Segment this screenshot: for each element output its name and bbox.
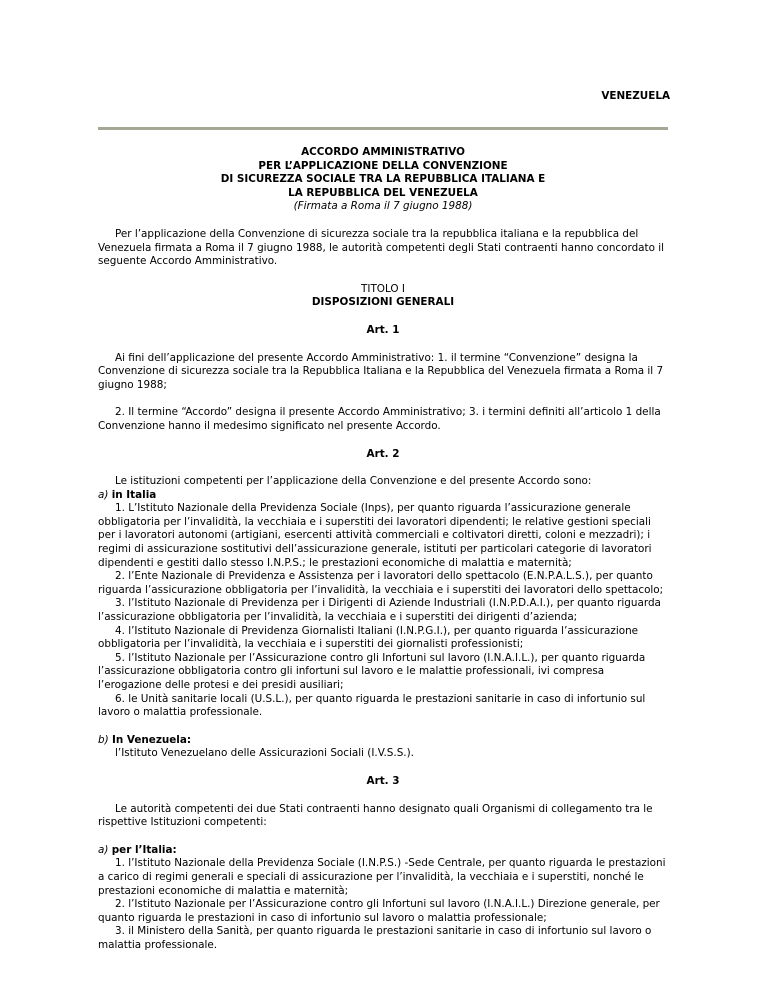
list-item: l’Istituto Venezuelano delle Assicurazioni Sociali (I.V.S.S.). — [115, 747, 414, 760]
subsection-letter: a) — [98, 843, 109, 856]
article-paragraph: Ai fini dell’applicazione del presente Accordo Amministrativo: 1. il termine “Convenzione” designa la Convenzione di sicurezza sociale tra la Repubblica Italiana e la Repubblica del Venezuela firmata a Roma il 7 giugno 1988; — [98, 351, 664, 391]
article-heading: Art. 3 — [366, 774, 400, 787]
article-heading: Art. 2 — [366, 447, 400, 460]
header-divider — [98, 127, 668, 130]
list-item: 1. l’Istituto Nazionale della Previdenza Sociale (I.N.P.S.) -Sede Centrale, per quanto riguarda le prestazioni a carico di regimi generali e speciali di assicurazione per l’invalidità, la vecchiaia e i superstiti, nonché le prestazioni economiche di malattia e maternità; — [98, 857, 666, 897]
subsection-label: in Italia — [111, 488, 157, 501]
list-item: 1. L’Istituto Nazionale della Previdenza Sociale (Inps), per quanto riguarda l’assicurazione generale obbligatoria per l’invalidità, la vecchiaia e i superstiti dei lavoratori dipendenti; le relative gestioni speciali per i lavoratori autonomi (artigiani, esercenti attività commerciali e coltivatori diretti, coloni e mezzadri); i regimi di assicurazione sostitutivi dell’assicurazione generale, istituti per particolari categorie di lavoratori dipendenti e gestiti dallo stesso I.N.P.S.; le prestazioni economiche di malattia e maternità; — [98, 502, 652, 569]
title-line: DI SICUREZZA SOCIALE TRA LA REPUBBLICA ITALIANA E — [220, 173, 546, 186]
section-number: TITOLO I — [361, 282, 405, 295]
title-block — [98, 146, 668, 200]
list-item: 5. l’Istituto Nazionale per l’Assicurazione contro gli Infortuni sul lavoro (I.N.A.I.L.), per quanto riguarda l’assicurazione obbligatoria contro gli infortuni sul lavoro e le malattie professionali, ivi compresa l’erogazione delle protesi e dei presidi ausiliari; — [98, 651, 646, 691]
section-title: DISPOSIZIONI GENERALI — [311, 296, 455, 309]
list-item: 2. l’Istituto Nazionale per l’Assicurazione contro gli Infortuni sul lavoro (I.N.A.I.L.) Direzione generale, per quanto riguarda le prestazioni in caso di infortunio sul lavoro o malattia professionale; — [98, 898, 660, 924]
subsection-heading — [98, 844, 668, 858]
subsection-heading — [98, 734, 668, 748]
list-item: 4. l’Istituto Nazionale di Previdenza Giornalisti Italiani (I.N.P.G.I.), per quanto riguarda l’assicurazione obbligatoria per l’invalidità, la vecchiaia e i superstiti dei giornalisti professionisti; — [98, 624, 639, 651]
article-paragraph: 2. Il termine “Accordo” designa il presente Accordo Amministrativo; 3. i termini definiti all’articolo 1 della Convenzione hanno il medesimo significato nel presente Accordo. — [98, 406, 661, 432]
subsection-heading — [98, 489, 668, 503]
title-line: ACCORDO AMMINISTRATIVO — [301, 146, 465, 158]
preamble-paragraph: Per l’applicazione della Convenzione di sicurezza sociale tra la repubblica italiana e la repubblica del Venezuela firmata a Roma il 7 giugno 1988, le autorità competenti degli Stati contraenti hanno concordato il seguente Accordo Amministrativo. — [98, 227, 665, 268]
country-header: VENEZUELA — [601, 90, 670, 102]
subsection-label: In Venezuela: — [111, 733, 192, 746]
list-item: 2. l’Ente Nazionale di Previdenza e Assistenza per i lavoratori dello spettacolo (E.N.P.A.L.S.), per quanto riguarda l’assicurazione obbligatoria per l’invalidità, la vecchiaia e i superstiti dei lavoratori dello spettacolo; — [98, 570, 664, 596]
subsection-label: per l’Italia: — [111, 843, 177, 856]
subsection-letter: a) — [98, 488, 109, 501]
document-body — [98, 146, 668, 953]
title-subtitle: (Firmata a Roma il 7 giugno 1988) — [293, 200, 473, 213]
list-item: 6. le Unità sanitarie locali (U.S.L.), per quanto riguarda le prestazioni sanitarie in caso di infortunio sul lavoro o malattia professionale. — [98, 692, 646, 719]
list-item: 3. il Ministero della Sanità, per quanto riguarda le prestazioni sanitarie in caso di infortunio sul lavoro o malattia professionale. — [98, 925, 652, 951]
title-line: LA REPUBBLICA DEL VENEZUELA — [288, 186, 478, 199]
article-paragraph: Le autorità competenti dei due Stati contraenti hanno designato quali Organismi di collegamento tra le rispettive Istituzioni competenti: — [98, 802, 653, 829]
title-line: PER L’APPLICAZIONE DELLA CONVENZIONE — [258, 159, 508, 172]
article-heading: Art. 1 — [366, 323, 400, 336]
list-item: 3. l’Istituto Nazionale di Previdenza per i Dirigenti di Aziende Industriali (I.N.P.D.A.I.), per quanto riguarda l’assicurazione obbligatoria per l’invalidità, la vecchiaia e i superstiti dei dirigenti d’azienda; — [98, 597, 661, 624]
subsection-letter: b) — [98, 733, 109, 746]
article-paragraph: Le istituzioni competenti per l’applicazione della Convenzione e del presente Accordo sono: — [115, 475, 592, 488]
